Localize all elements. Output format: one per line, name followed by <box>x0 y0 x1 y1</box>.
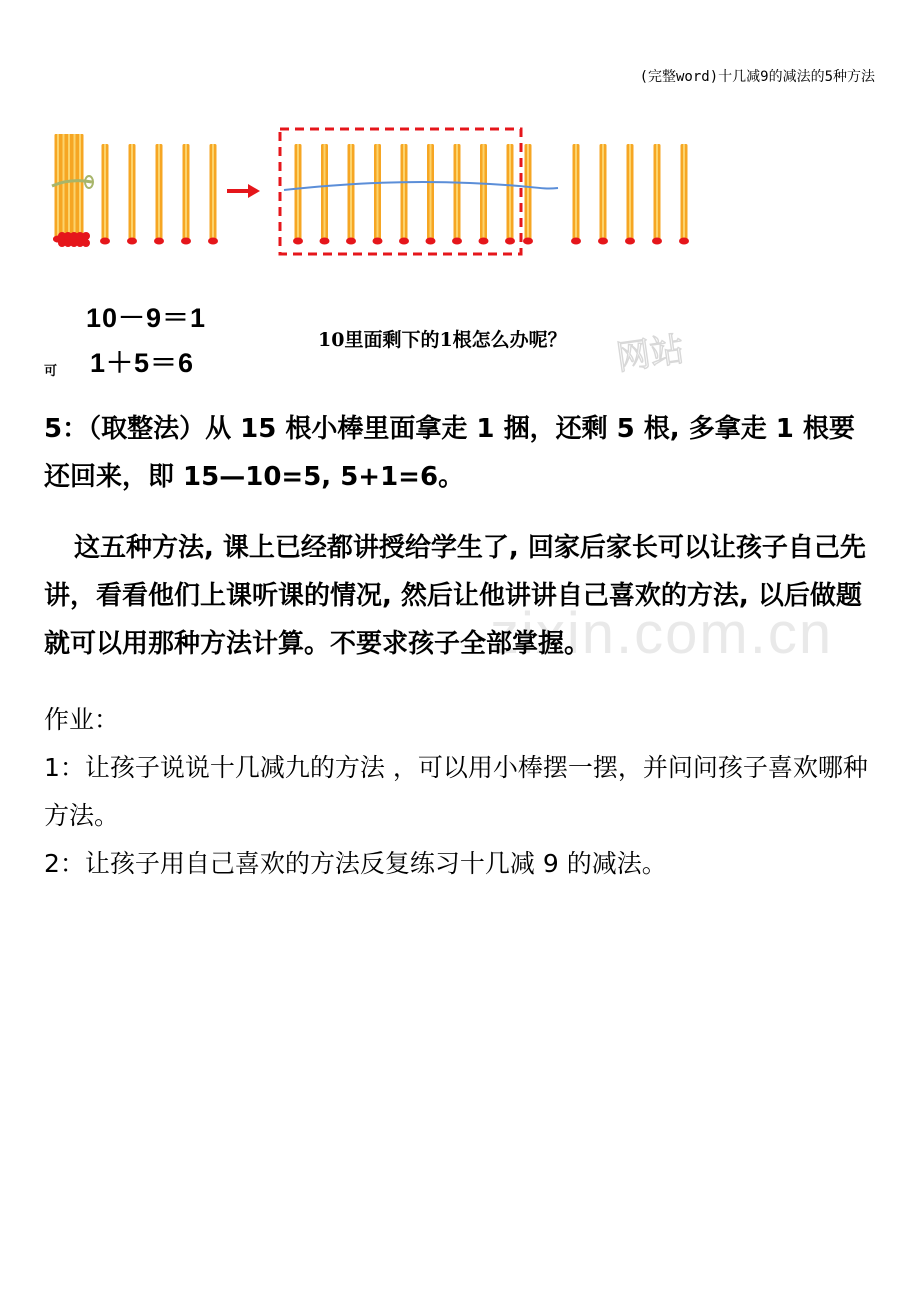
boxed-stick-highlight <box>509 144 511 240</box>
boxed-stick-tip <box>479 238 489 245</box>
boxed-stick-highlight <box>456 144 458 240</box>
bundle-tip <box>82 232 90 240</box>
right-loose-stick-highlight <box>656 144 658 240</box>
right-loose-stick-tip <box>571 238 581 245</box>
right-loose-stick-tip <box>652 238 662 245</box>
sticks-figure <box>40 118 720 268</box>
question-caption: 10里面剩下的1根怎么办呢？ <box>318 329 567 351</box>
left-loose-stick-tip <box>181 238 191 245</box>
left-loose-stick-highlight <box>185 144 187 240</box>
boxed-stick-tip <box>293 238 303 245</box>
right-loose-stick-tip <box>679 238 689 245</box>
svg-text:网站: 网站 <box>613 329 687 378</box>
method-5-paragraph: 5：（取整法）从 15 根小棒里面拿走 1 捆，还剩 5 根, 多拿走 1 根要还回来，即 15—10=5, 5+1=6。 <box>44 414 855 492</box>
left-loose-stick-tip <box>208 238 218 245</box>
bundle-stick-highlight <box>79 134 81 238</box>
left-loose-stick-highlight <box>131 144 133 240</box>
boxed-stick-tip <box>346 238 356 245</box>
bundle-stick-highlight <box>68 134 70 238</box>
boxed-stick-highlight <box>297 144 299 240</box>
boxed-stick-tip <box>505 238 515 245</box>
left-loose-stick-tip <box>154 238 164 245</box>
left-loose-stick-tip <box>127 238 137 245</box>
boxed-stick-highlight <box>324 144 326 240</box>
homework-item-2: 2：让孩子用自己喜欢的方法反复练习十几减 9 的减法。 <box>44 849 667 878</box>
arrow-head <box>248 184 260 198</box>
boxed-stick-tip <box>320 238 330 245</box>
right-loose-stick-highlight <box>602 144 604 240</box>
header-title: (完整word)十几减9的减法的5种方法 <box>639 69 875 85</box>
right-loose-stick-highlight <box>683 144 685 240</box>
boxed-stick-highlight <box>350 144 352 240</box>
left-loose-stick-highlight <box>212 144 214 240</box>
equation-1: 10－9＝1 <box>86 303 207 333</box>
boxed-stick-highlight <box>430 144 432 240</box>
bundle-stick-highlight <box>74 134 76 238</box>
right-loose-stick-highlight <box>629 144 631 240</box>
leftover-stick-highlight <box>527 144 529 240</box>
boxed-stick-highlight <box>377 144 379 240</box>
boxed-stick-highlight <box>483 144 485 240</box>
site-watermark: zixin.com.cn <box>490 601 834 666</box>
leftover-stick-tip <box>523 238 533 245</box>
bundle-tip <box>82 239 90 247</box>
right-loose-stick-tip <box>598 238 608 245</box>
homework-title: 作业： <box>44 705 120 734</box>
corner-watermark-logo <box>612 324 702 378</box>
boxed-stick-tip <box>426 238 436 245</box>
homework-item-1: 1：让孩子说说十几减九的方法 ，可以用小棒摆一摆，并问问孩子喜欢哪种方法。 <box>44 753 868 830</box>
right-loose-stick-highlight <box>575 144 577 240</box>
summary-paragraph: 这五种方法, 课上已经都讲授给学生了, 回家后家长可以让孩子自己先讲，看看他们上课听课的情况, 然后让他讲讲自己喜欢的方法, 以后做题就可以用那种方法计算。不要求孩子全部掌握。 <box>44 533 866 659</box>
left-loose-stick-highlight <box>158 144 160 240</box>
equation-2: 1＋5＝6 <box>90 348 195 378</box>
bundle-stick-highlight <box>63 134 65 238</box>
boxed-stick-tip <box>373 238 383 245</box>
boxed-stick-highlight <box>403 144 405 240</box>
boxed-stick-tip <box>399 238 409 245</box>
margin-char: 可 <box>44 364 58 379</box>
right-loose-stick-tip <box>625 238 635 245</box>
bundle-stick-highlight <box>57 134 59 238</box>
left-loose-stick-highlight <box>104 144 106 240</box>
boxed-stick-tip <box>452 238 462 245</box>
left-loose-stick-tip <box>100 238 110 245</box>
